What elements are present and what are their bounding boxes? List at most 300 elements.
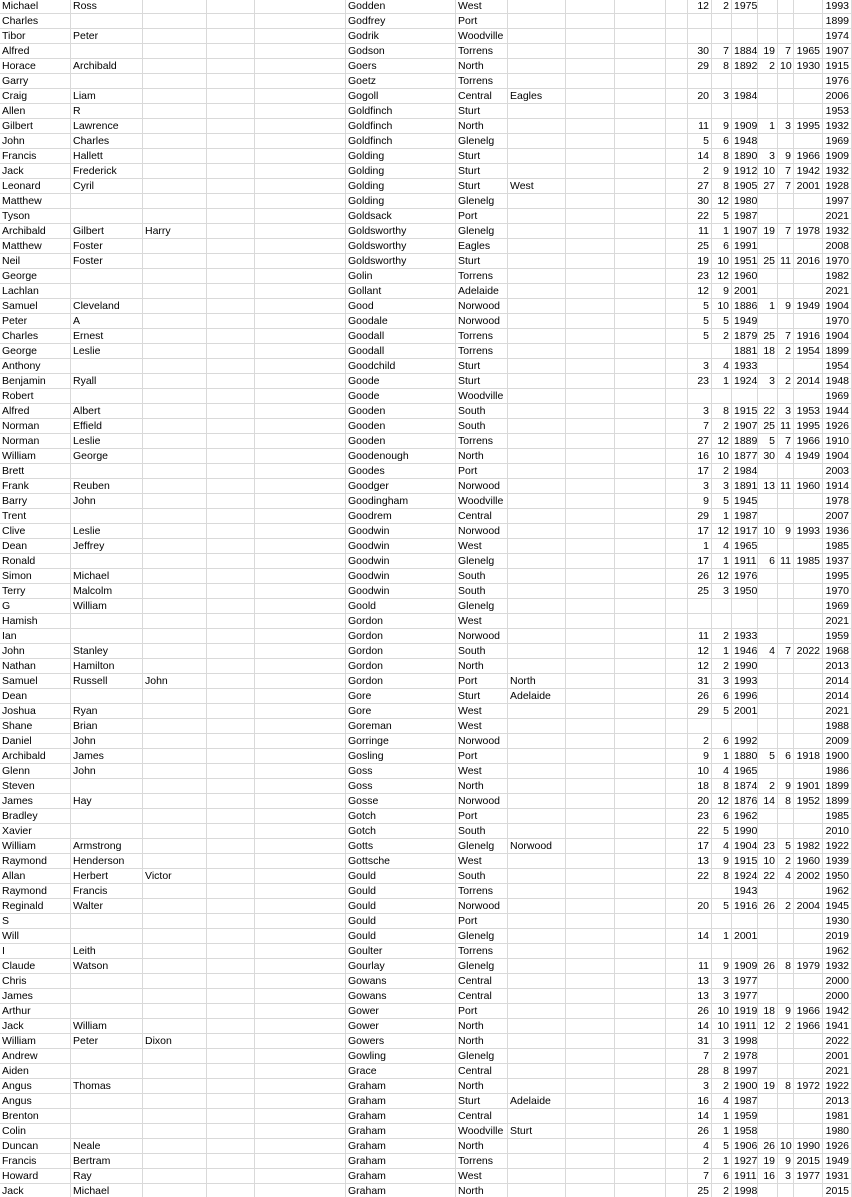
- table-row[interactable]: [0, 869, 852, 884]
- cell-blank4[interactable]: [615, 1004, 666, 1019]
- cell-blank4[interactable]: [615, 524, 666, 539]
- cell-club2[interactable]: [508, 914, 566, 929]
- cell-blank4[interactable]: [615, 314, 666, 329]
- cell-last[interactable]: [794, 569, 823, 584]
- cell-first[interactable]: Norman: [0, 419, 71, 434]
- cell-last[interactable]: 1949: [794, 449, 823, 464]
- cell-final[interactable]: 1939: [823, 854, 852, 869]
- cell-games[interactable]: [688, 884, 712, 899]
- cell-surname[interactable]: Goodenough: [346, 449, 456, 464]
- cell-games[interactable]: 14: [688, 149, 712, 164]
- cell-middle2[interactable]: [143, 854, 207, 869]
- cell-final[interactable]: 1922: [823, 1079, 852, 1094]
- cell-club[interactable]: Woodville: [456, 389, 508, 404]
- cell-blank1[interactable]: [207, 1169, 255, 1184]
- cell-blank4[interactable]: [615, 554, 666, 569]
- cell-first[interactable]: Matthew: [0, 239, 71, 254]
- cell-surname[interactable]: Graham: [346, 1094, 456, 1109]
- cell-blank3[interactable]: [566, 134, 615, 149]
- cell-middle2[interactable]: [143, 884, 207, 899]
- cell-surname[interactable]: Goodwin: [346, 554, 456, 569]
- cell-club2[interactable]: [508, 719, 566, 734]
- cell-last[interactable]: [794, 1064, 823, 1079]
- cell-debut[interactable]: 1884: [734, 45, 758, 57]
- cell-games[interactable]: 26: [688, 1124, 712, 1139]
- cell-club2[interactable]: [508, 779, 566, 794]
- cell-middle2[interactable]: Harry: [143, 224, 207, 239]
- cell-k2[interactable]: 2: [778, 854, 794, 869]
- cell-club[interactable]: West: [456, 719, 508, 734]
- cell-last[interactable]: [794, 689, 823, 704]
- cell-blank3[interactable]: [566, 794, 615, 809]
- cell-final[interactable]: 1953: [823, 104, 852, 119]
- cell-blank4[interactable]: [615, 134, 666, 149]
- cell-goals[interactable]: [712, 944, 732, 959]
- cell-games[interactable]: 20: [688, 794, 712, 809]
- cell-debut[interactable]: 1927: [734, 1155, 758, 1167]
- cell-debut[interactable]: 1900: [734, 1080, 758, 1092]
- cell-middle2[interactable]: [143, 644, 207, 659]
- cell-g2[interactable]: 14: [758, 794, 778, 809]
- cell-games[interactable]: 12: [688, 659, 712, 674]
- cell-blank1[interactable]: [207, 194, 255, 209]
- cell-middle2[interactable]: [143, 1079, 207, 1094]
- cell-blank2[interactable]: [255, 1049, 346, 1064]
- cell-goals[interactable]: [712, 914, 732, 929]
- cell-g2[interactable]: 16: [758, 1169, 778, 1184]
- cell-blank4[interactable]: [615, 974, 666, 989]
- cell-surname[interactable]: Goulter: [346, 944, 456, 959]
- cell-debut[interactable]: 1880: [734, 750, 758, 762]
- cell-goals[interactable]: 1: [712, 644, 732, 659]
- cell-last[interactable]: 1949: [794, 299, 823, 314]
- cell-blank2[interactable]: [255, 44, 346, 59]
- cell-last[interactable]: [794, 0, 823, 14]
- cell-club2[interactable]: [508, 614, 566, 629]
- cell-first[interactable]: William: [0, 449, 71, 464]
- table-row[interactable]: [0, 644, 852, 659]
- cell-surname[interactable]: Goodall: [346, 329, 456, 344]
- cell-blank5[interactable]: [666, 1079, 688, 1094]
- cell-g2[interactable]: 25: [758, 419, 778, 434]
- cell-blank3[interactable]: [566, 314, 615, 329]
- cell-club2[interactable]: [508, 449, 566, 464]
- cell-goals[interactable]: 1: [712, 224, 732, 239]
- cell-blank3[interactable]: [566, 179, 615, 194]
- cell-last[interactable]: [794, 974, 823, 989]
- cell-middle2[interactable]: [143, 1124, 207, 1139]
- cell-games[interactable]: 17: [688, 464, 712, 479]
- cell-middle2[interactable]: [143, 389, 207, 404]
- cell-blank5[interactable]: [666, 1169, 688, 1184]
- cell-blank4[interactable]: [615, 449, 666, 464]
- table-row[interactable]: [0, 239, 852, 254]
- cell-blank5[interactable]: [666, 464, 688, 479]
- cell-first[interactable]: Ronald: [0, 554, 71, 569]
- cell-blank2[interactable]: [255, 479, 346, 494]
- cell-club[interactable]: Port: [456, 464, 508, 479]
- cell-blank2[interactable]: [255, 524, 346, 539]
- cell-k2[interactable]: 11: [778, 254, 794, 269]
- cell-surname[interactable]: Gowers: [346, 1034, 456, 1049]
- cell-club[interactable]: Glenelg: [456, 839, 508, 854]
- table-row[interactable]: [0, 284, 852, 299]
- cell-g2[interactable]: [758, 929, 778, 944]
- cell-g2[interactable]: 1: [758, 119, 778, 134]
- cell-games[interactable]: [688, 914, 712, 929]
- cell-surname[interactable]: Goodchild: [346, 359, 456, 374]
- cell-games[interactable]: 7: [688, 419, 712, 434]
- cell-blank5[interactable]: [666, 734, 688, 749]
- cell-k2[interactable]: [778, 509, 794, 524]
- cell-games[interactable]: 23: [688, 374, 712, 389]
- cell-blank4[interactable]: [615, 479, 666, 494]
- cell-last[interactable]: [794, 494, 823, 509]
- cell-middle2[interactable]: [143, 404, 207, 419]
- cell-g2[interactable]: 22: [758, 869, 778, 884]
- cell-first[interactable]: Ian: [0, 629, 71, 644]
- cell-blank2[interactable]: [255, 494, 346, 509]
- cell-club[interactable]: Port: [456, 1004, 508, 1019]
- cell-middle2[interactable]: [143, 1004, 207, 1019]
- cell-club[interactable]: Port: [456, 749, 508, 764]
- cell-middle2[interactable]: [143, 779, 207, 794]
- cell-goals[interactable]: 5: [712, 209, 732, 224]
- cell-k2[interactable]: 11: [778, 419, 794, 434]
- cell-g2[interactable]: 18: [758, 1004, 778, 1019]
- cell-blank2[interactable]: [255, 839, 346, 854]
- cell-blank1[interactable]: [207, 374, 255, 389]
- cell-k2[interactable]: 2: [778, 374, 794, 389]
- cell-club2[interactable]: [508, 479, 566, 494]
- cell-middle1[interactable]: [71, 209, 143, 224]
- cell-blank1[interactable]: [207, 944, 255, 959]
- cell-k2[interactable]: [778, 1184, 794, 1197]
- cell-debut[interactable]: 1909: [734, 960, 758, 972]
- cell-middle1[interactable]: Neale: [71, 1139, 143, 1154]
- cell-final[interactable]: 1949: [823, 1154, 852, 1169]
- cell-blank5[interactable]: [666, 164, 688, 179]
- cell-club[interactable]: Woodville: [456, 494, 508, 509]
- cell-club[interactable]: Port: [456, 14, 508, 29]
- cell-blank4[interactable]: [615, 629, 666, 644]
- cell-middle1[interactable]: Francis: [71, 884, 143, 899]
- cell-blank5[interactable]: [666, 704, 688, 719]
- cell-g2[interactable]: [758, 689, 778, 704]
- table-row[interactable]: [0, 944, 852, 959]
- cell-first[interactable]: Horace: [0, 59, 71, 74]
- cell-blank3[interactable]: [566, 809, 615, 824]
- cell-surname[interactable]: Gower: [346, 1004, 456, 1019]
- cell-debut[interactable]: 1909: [734, 120, 758, 132]
- cell-debut[interactable]: 1876: [734, 795, 758, 807]
- cell-k2[interactable]: 8: [778, 794, 794, 809]
- cell-debut[interactable]: 1984: [734, 90, 758, 102]
- cell-goals[interactable]: 12: [712, 194, 732, 209]
- cell-k2[interactable]: [778, 209, 794, 224]
- cell-middle2[interactable]: [143, 749, 207, 764]
- cell-middle2[interactable]: [143, 629, 207, 644]
- cell-middle2[interactable]: [143, 1019, 207, 1034]
- cell-blank1[interactable]: [207, 914, 255, 929]
- cell-first[interactable]: Joshua: [0, 704, 71, 719]
- cell-final[interactable]: 2021: [823, 1064, 852, 1079]
- table-row[interactable]: [0, 134, 852, 149]
- cell-club2[interactable]: [508, 14, 566, 29]
- cell-blank3[interactable]: [566, 1169, 615, 1184]
- table-row[interactable]: [0, 719, 852, 734]
- cell-k2[interactable]: [778, 464, 794, 479]
- cell-g2[interactable]: [758, 134, 778, 149]
- cell-final[interactable]: 2007: [823, 509, 852, 524]
- cell-first[interactable]: G: [0, 599, 71, 614]
- cell-games[interactable]: 27: [688, 179, 712, 194]
- cell-blank1[interactable]: [207, 1094, 255, 1109]
- cell-club[interactable]: North: [456, 1184, 508, 1197]
- cell-debut[interactable]: 1933: [734, 630, 758, 642]
- cell-surname[interactable]: Gould: [346, 929, 456, 944]
- cell-blank3[interactable]: [566, 1124, 615, 1139]
- cell-club2[interactable]: [508, 764, 566, 779]
- cell-club[interactable]: Eagles: [456, 239, 508, 254]
- cell-debut[interactable]: [732, 719, 758, 734]
- cell-g2[interactable]: 19: [758, 44, 778, 59]
- cell-club[interactable]: Norwood: [456, 314, 508, 329]
- cell-g2[interactable]: [758, 569, 778, 584]
- cell-debut[interactable]: 1943: [734, 885, 758, 897]
- cell-k2[interactable]: 3: [778, 1169, 794, 1184]
- cell-club2[interactable]: [508, 524, 566, 539]
- cell-surname[interactable]: Goldsworthy: [346, 239, 456, 254]
- cell-goals[interactable]: 4: [712, 539, 732, 554]
- cell-blank4[interactable]: [615, 989, 666, 1004]
- cell-games[interactable]: 5: [688, 134, 712, 149]
- cell-blank5[interactable]: [666, 1124, 688, 1139]
- cell-blank4[interactable]: [615, 359, 666, 374]
- cell-first[interactable]: Anthony: [0, 359, 71, 374]
- cell-g2[interactable]: [758, 74, 778, 89]
- cell-last[interactable]: [794, 584, 823, 599]
- cell-first[interactable]: Chris: [0, 974, 71, 989]
- cell-goals[interactable]: [712, 74, 732, 89]
- cell-blank2[interactable]: [255, 1169, 346, 1184]
- cell-blank2[interactable]: [255, 1139, 346, 1154]
- cell-g2[interactable]: [758, 1184, 778, 1197]
- cell-debut[interactable]: 1949: [734, 315, 758, 327]
- cell-blank4[interactable]: [615, 1169, 666, 1184]
- cell-k2[interactable]: 7: [778, 644, 794, 659]
- cell-games[interactable]: 1: [688, 539, 712, 554]
- cell-first[interactable]: Jack: [0, 1184, 71, 1197]
- cell-blank3[interactable]: [566, 749, 615, 764]
- cell-debut[interactable]: 1890: [734, 150, 758, 162]
- cell-blank1[interactable]: [207, 89, 255, 104]
- cell-club2[interactable]: [508, 629, 566, 644]
- cell-middle2[interactable]: [143, 989, 207, 1004]
- cell-blank2[interactable]: [255, 449, 346, 464]
- cell-middle2[interactable]: [143, 149, 207, 164]
- cell-middle1[interactable]: Armstrong: [71, 839, 143, 854]
- table-row[interactable]: [0, 839, 852, 854]
- cell-blank3[interactable]: [566, 1034, 615, 1049]
- cell-blank1[interactable]: [207, 1004, 255, 1019]
- cell-middle1[interactable]: Lawrence: [71, 119, 143, 134]
- cell-final[interactable]: 1904: [823, 329, 852, 344]
- cell-g2[interactable]: [758, 1124, 778, 1139]
- cell-games[interactable]: 31: [688, 1034, 712, 1049]
- cell-club[interactable]: South: [456, 569, 508, 584]
- cell-last[interactable]: 2001: [794, 179, 823, 194]
- cell-k2[interactable]: [778, 719, 794, 734]
- cell-blank4[interactable]: [615, 704, 666, 719]
- cell-blank2[interactable]: [255, 209, 346, 224]
- cell-final[interactable]: 1959: [823, 629, 852, 644]
- cell-debut[interactable]: 1950: [734, 585, 758, 597]
- cell-k2[interactable]: [778, 74, 794, 89]
- cell-first[interactable]: Glenn: [0, 764, 71, 779]
- cell-blank3[interactable]: [566, 854, 615, 869]
- cell-first[interactable]: Daniel: [0, 734, 71, 749]
- cell-blank5[interactable]: [666, 374, 688, 389]
- cell-blank5[interactable]: [666, 194, 688, 209]
- cell-middle2[interactable]: [143, 614, 207, 629]
- cell-first[interactable]: Michael: [0, 0, 71, 14]
- cell-games[interactable]: 16: [688, 1094, 712, 1109]
- cell-g2[interactable]: [758, 359, 778, 374]
- cell-blank4[interactable]: [615, 89, 666, 104]
- cell-g2[interactable]: [758, 314, 778, 329]
- cell-final[interactable]: 1976: [823, 74, 852, 89]
- cell-blank2[interactable]: [255, 1019, 346, 1034]
- cell-k2[interactable]: 11: [778, 479, 794, 494]
- cell-surname[interactable]: Graham: [346, 1139, 456, 1154]
- cell-games[interactable]: 30: [688, 194, 712, 209]
- cell-games[interactable]: [688, 104, 712, 119]
- cell-blank1[interactable]: [207, 899, 255, 914]
- cell-blank5[interactable]: [666, 884, 688, 899]
- cell-games[interactable]: 13: [688, 974, 712, 989]
- table-row[interactable]: [0, 674, 852, 689]
- cell-games[interactable]: 30: [688, 44, 712, 59]
- cell-g2[interactable]: [758, 674, 778, 689]
- cell-debut[interactable]: 1946: [734, 645, 758, 657]
- cell-first[interactable]: Leonard: [0, 179, 71, 194]
- cell-goals[interactable]: 2: [712, 0, 732, 14]
- cell-club2[interactable]: Adelaide: [508, 1094, 566, 1109]
- cell-surname[interactable]: Golding: [346, 194, 456, 209]
- cell-blank4[interactable]: [615, 389, 666, 404]
- cell-blank4[interactable]: [615, 269, 666, 284]
- cell-middle2[interactable]: John: [143, 674, 207, 689]
- cell-surname[interactable]: Gore: [346, 704, 456, 719]
- cell-last[interactable]: [794, 269, 823, 284]
- cell-games[interactable]: 4: [688, 1139, 712, 1154]
- cell-debut[interactable]: 1891: [734, 480, 758, 492]
- cell-club2[interactable]: [508, 44, 566, 59]
- cell-blank3[interactable]: [566, 329, 615, 344]
- cell-debut[interactable]: 1990: [734, 825, 758, 837]
- cell-k2[interactable]: 7: [778, 224, 794, 239]
- table-row[interactable]: [0, 389, 852, 404]
- cell-games[interactable]: 26: [688, 569, 712, 584]
- cell-games[interactable]: 2: [688, 164, 712, 179]
- cell-first[interactable]: Samuel: [0, 299, 71, 314]
- cell-blank4[interactable]: [615, 794, 666, 809]
- cell-club[interactable]: North: [456, 1139, 508, 1154]
- cell-g2[interactable]: 25: [758, 254, 778, 269]
- cell-blank1[interactable]: [207, 1124, 255, 1139]
- cell-middle2[interactable]: [143, 764, 207, 779]
- cell-club2[interactable]: [508, 359, 566, 374]
- cell-club[interactable]: Norwood: [456, 899, 508, 914]
- cell-final[interactable]: 2009: [823, 734, 852, 749]
- cell-blank5[interactable]: [666, 254, 688, 269]
- cell-goals[interactable]: 4: [712, 764, 732, 779]
- cell-debut[interactable]: [732, 914, 758, 929]
- cell-debut[interactable]: 1886: [734, 300, 758, 312]
- cell-surname[interactable]: Gould: [346, 869, 456, 884]
- cell-games[interactable]: 3: [688, 479, 712, 494]
- cell-games[interactable]: [688, 614, 712, 629]
- cell-blank2[interactable]: [255, 1079, 346, 1094]
- cell-middle1[interactable]: Liam: [71, 89, 143, 104]
- cell-final[interactable]: 1944: [823, 404, 852, 419]
- cell-k2[interactable]: [778, 1109, 794, 1124]
- cell-middle2[interactable]: [143, 689, 207, 704]
- cell-blank5[interactable]: [666, 134, 688, 149]
- cell-k2[interactable]: [778, 1094, 794, 1109]
- table-row[interactable]: [0, 974, 852, 989]
- cell-surname[interactable]: Gowans: [346, 989, 456, 1004]
- cell-last[interactable]: [794, 1049, 823, 1064]
- cell-k2[interactable]: 4: [778, 449, 794, 464]
- cell-blank3[interactable]: [566, 824, 615, 839]
- cell-middle2[interactable]: [143, 944, 207, 959]
- cell-blank4[interactable]: [615, 644, 666, 659]
- cell-k2[interactable]: 9: [778, 524, 794, 539]
- cell-first[interactable]: Alfred: [0, 404, 71, 419]
- cell-blank4[interactable]: [615, 164, 666, 179]
- table-row[interactable]: [0, 44, 852, 59]
- cell-blank4[interactable]: [615, 899, 666, 914]
- cell-final[interactable]: 2021: [823, 284, 852, 299]
- cell-k2[interactable]: 2: [778, 1019, 794, 1034]
- table-row[interactable]: [0, 584, 852, 599]
- table-row[interactable]: [0, 884, 852, 899]
- cell-middle2[interactable]: [143, 914, 207, 929]
- cell-first[interactable]: Charles: [0, 329, 71, 344]
- cell-club[interactable]: Central: [456, 1109, 508, 1124]
- cell-final[interactable]: 1910: [823, 434, 852, 449]
- cell-blank3[interactable]: [566, 269, 615, 284]
- cell-blank1[interactable]: [207, 164, 255, 179]
- cell-middle2[interactable]: Victor: [143, 869, 207, 884]
- cell-games[interactable]: 12: [688, 0, 712, 14]
- cell-goals[interactable]: 1: [712, 554, 732, 569]
- cell-g2[interactable]: [758, 1109, 778, 1124]
- cell-blank5[interactable]: [666, 1064, 688, 1079]
- cell-g2[interactable]: 12: [758, 1019, 778, 1034]
- cell-g2[interactable]: 6: [758, 554, 778, 569]
- cell-g2[interactable]: 13: [758, 479, 778, 494]
- cell-games[interactable]: 22: [688, 824, 712, 839]
- cell-last[interactable]: 1995: [794, 119, 823, 134]
- cell-blank2[interactable]: [255, 929, 346, 944]
- cell-debut[interactable]: [732, 104, 758, 119]
- cell-debut[interactable]: 1905: [734, 180, 758, 192]
- cell-club2[interactable]: [508, 929, 566, 944]
- cell-k2[interactable]: 7: [778, 164, 794, 179]
